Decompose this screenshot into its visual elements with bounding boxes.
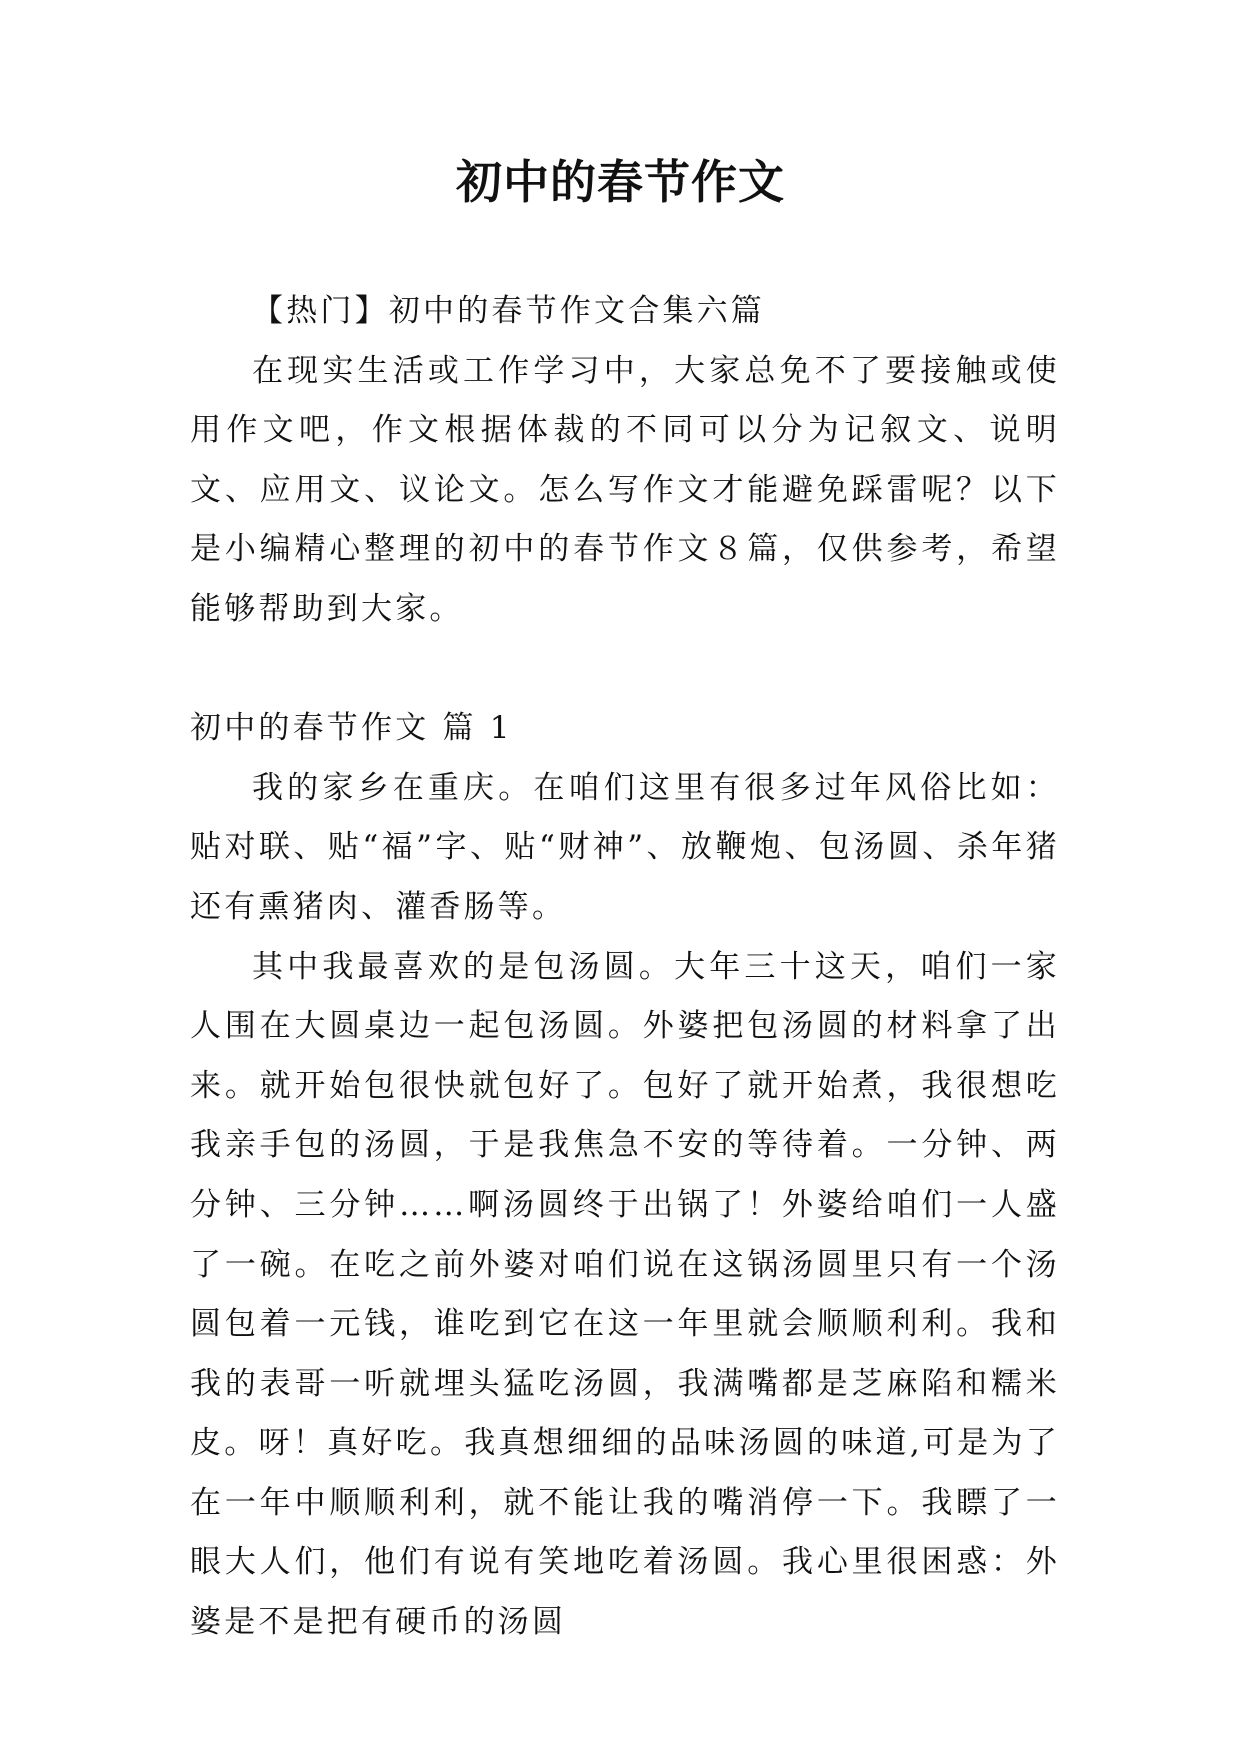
intro-paragraph: 在现实生活或工作学习中，大家总免不了要接触或使用作文吧，作文根据体裁的不同可以分为记叙文、说明文、应用文、议论文。怎么写作文才能避免踩雷呢？以下是小编精心整理的初中的春节作文８篇，仅供参考，希望能够帮助到大家。 [190,352,1060,627]
body-paragraph-2: 其中我最喜欢的是包汤圆。大年三十这天，咱们一家人围在大圆桌边一起包汤圆。外婆把包汤圆的材料拿了出来。就开始包很快就包好了。包好了就开始煮，我很想吃我亲手包的汤圆，于是我焦急不安的等待着。一分钟、两分钟、三分钟……啊汤圆终于出锅了！外婆给咱们一人盛了一碗。在吃之前外婆对咱们说在这锅汤圆里只有一个汤圆包着一元钱，谁吃到它在这一年里就会顺顺利利。我和我的表哥一听就埋头猛吃汤圆，我满嘴都是芝麻陷和糯米皮。呀！真好吃。我真想细细的品味汤圆的味道,可是为了在一年中顺顺利利，就不能让我的嘴消停一下。我瞟了一眼大人们，他们有说有笑地吃着汤圆。我心里很困惑：外婆是不是把有硬币的汤圆 [190,948,1060,1641]
document-body [190,282,1060,1653]
body-paragraph-1: 我的家乡在重庆。在咱们这里有很多过年风俗比如：贴对联、贴“福”字、贴“财神”、放鞭炮、包汤圆、杀年猪还有熏猪肉、灌香肠等。 [190,769,1060,925]
paragraph-gap [190,640,1060,700]
page-title: 初中的春节作文 [456,155,785,209]
subtitle-line: 【热门】初中的春节作文合集六篇 [252,293,765,329]
section-heading: 初中的春节作文 篇 1 [190,710,513,747]
